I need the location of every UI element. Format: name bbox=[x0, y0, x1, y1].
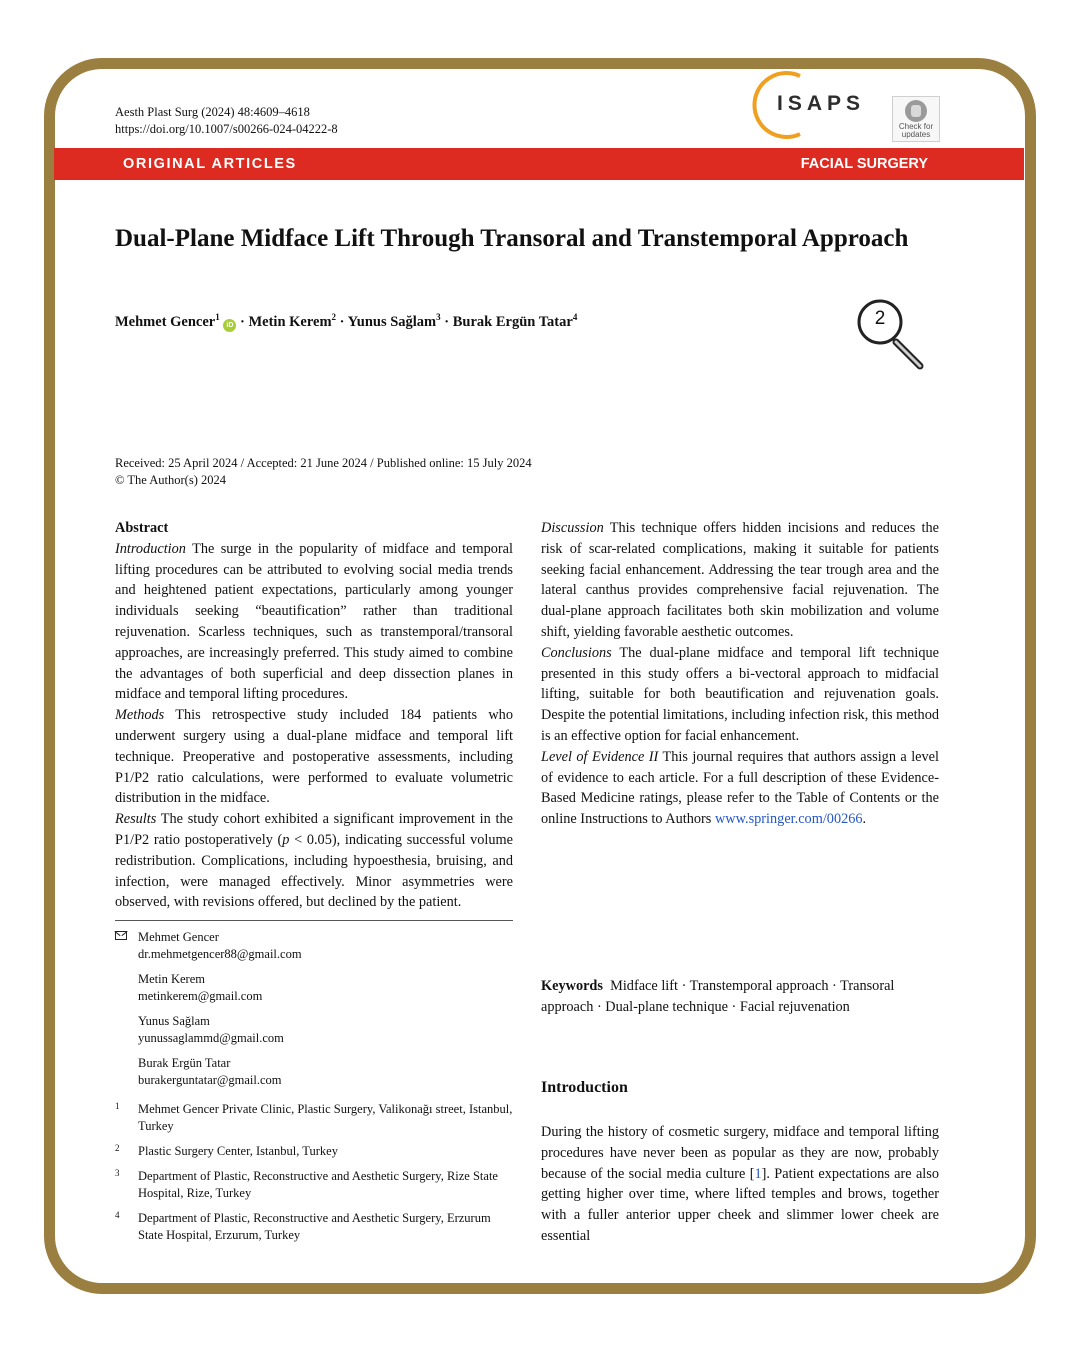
isaps-logo-text: ISAPS bbox=[777, 92, 866, 115]
article-title: Dual-Plane Midface Lift Through Transoral and Transtemporal Approach bbox=[115, 225, 909, 252]
keywords-label: Keywords bbox=[541, 978, 603, 994]
contact-name: Mehmet Gencer bbox=[138, 930, 219, 944]
contact-name: Metin Kerem bbox=[138, 972, 205, 986]
author-2-affiliation: 2 bbox=[331, 312, 337, 322]
author-separator: · bbox=[440, 313, 453, 330]
contact-entry bbox=[115, 929, 302, 963]
abstract-results: Results The study cohort exhibited a significant improvement in the P1/P2 ratio postoperatively (p < 0.05), indicating successful volume redistribution. Complications, including hypoesthesia, bruising, and infection, were managed effectively. Minor asymmetries were observed, with revisions offered, but declined by the patient. bbox=[115, 811, 514, 911]
contact-email[interactable]: yunussaglammd@gmail.com bbox=[138, 1031, 284, 1045]
journal-citation: Aesth Plast Surg (2024) 48:4609–4618 bbox=[115, 105, 310, 119]
banner-left-label: ORIGINAL ARTICLES bbox=[123, 156, 297, 172]
author-3[interactable]: Yunus Sağlam bbox=[347, 313, 437, 330]
dates-line: Received: 25 April 2024 / Accepted: 21 June 2024 / Published online: 15 July 2024 bbox=[115, 456, 532, 470]
contact-entry bbox=[115, 971, 302, 1005]
introduction-heading: Introduction bbox=[541, 1079, 628, 1096]
check-updates-label-1: Check for bbox=[898, 122, 934, 131]
isaps-logo bbox=[748, 70, 866, 140]
author-contacts bbox=[115, 929, 302, 1097]
author-4-affiliation: 4 bbox=[572, 312, 578, 322]
banner-right-label: FACIAL SURGERY bbox=[800, 156, 928, 172]
affiliation-entry: 4 Department of Plastic, Reconstructive and Aesthetic Surgery, Erzurum State Hospital, Erzurum, Turkey bbox=[115, 1210, 491, 1242]
springer-link[interactable]: www.springer.com/00266 bbox=[714, 811, 863, 828]
author-1-affiliation: 1 bbox=[215, 312, 220, 322]
abstract-column-left bbox=[115, 518, 513, 913]
contact-email[interactable]: dr.mehmetgencer88@gmail.com bbox=[138, 947, 302, 961]
affiliations bbox=[115, 1101, 515, 1252]
magnifier-number: 2 bbox=[874, 308, 886, 329]
abstract-discussion: Discussion This technique offers hidden incisions and reduces the risk of scar-related complications, making it suitable for patients seeking facial enhancement. Addressing the tear trough area and the lateral canthus provides comprehensive facial rejuvenation. The dual-plane approach facilitates both skin mobilization and volume shift, yielding favorable aesthetic outcomes. bbox=[541, 520, 939, 640]
contact-entry bbox=[115, 1055, 302, 1089]
affiliation-entry: 3 Department of Plastic, Reconstructive and Aesthetic Surgery, Rize State Hospital, Rize, Turkey bbox=[115, 1168, 498, 1200]
check-updates-label-2: updates bbox=[901, 130, 931, 139]
abstract-conclusions: Conclusions The dual-plane midface and temporal lift technique presented in this study offers a bi-vectoral approach to midfacial lifting, suitable for both beautification and rejuvenation goals. Despite the potential limitations, including infection risk, this method is an effective option for facial enhancement. bbox=[541, 644, 939, 744]
abstract-introduction: Introduction The surge in the popularity of midface and temporal lifting procedures can be attributed to evolving social media trends and heightened patient expectations, particularly among younger individuals seeking “beautification” rather than traditional rejuvenation. Scarless techniques, such as transtemporal/transoral approaches, are increasingly preferred. This study aimed to combine the advantages of both superficial and deep dissection planes in midface and temporal lifting procedures. bbox=[115, 540, 513, 703]
publication-dates bbox=[115, 455, 532, 489]
footnote-divider bbox=[115, 920, 513, 921]
contact-email[interactable]: burakerguntatar@gmail.com bbox=[138, 1073, 282, 1087]
check-for-updates-badge[interactable] bbox=[892, 96, 940, 142]
author-4[interactable]: Burak Ergün Tatar bbox=[452, 313, 573, 330]
contact-entry bbox=[115, 1013, 302, 1047]
author-separator: · bbox=[336, 313, 348, 330]
author-separator: · bbox=[236, 313, 249, 330]
orcid-icon[interactable]: iD bbox=[223, 319, 236, 332]
affiliation-entry: 2 Plastic Surgery Center, Istanbul, Turkey bbox=[115, 1143, 338, 1158]
envelope-icon bbox=[115, 931, 127, 940]
contact-email[interactable]: metinkerem@gmail.com bbox=[138, 989, 263, 1003]
introduction-text: During the history of cosmetic surgery, midface and temporal lifting procedures have never been as popular as they are now, probably because of the social media culture [1]. Patient expectations are also getting higher over time, where lifted temples and brows, together with a fuller anterior upper cheek and slimmer lower cheek are essential bbox=[541, 1124, 939, 1244]
contact-name: Yunus Sağlam bbox=[138, 1014, 210, 1028]
magnifier-icon bbox=[852, 298, 928, 374]
author-3-affiliation: 3 bbox=[436, 312, 441, 322]
author-2[interactable]: Metin Kerem bbox=[248, 313, 332, 330]
keywords-text: Midface lift · Transtemporal approach · Transoral approach · Dual-plane technique · Facial rejuvenation bbox=[541, 978, 895, 1015]
reference-link[interactable]: 1 bbox=[754, 1165, 762, 1182]
keywords bbox=[541, 976, 921, 1018]
abstract-level-of-evidence: Level of Evidence II This journal requires that authors assign a level of evidence to each article. For a full description of these Evidence-Based Medicine ratings, please refer to the Table of Contents or the online Instructions to Authors www.springer.com/00266. bbox=[541, 748, 939, 828]
check-updates-icon bbox=[905, 100, 927, 122]
abstract-methods: Methods This retrospective study included 184 patients who underwent surgery using a dual-plane midface and temporal lift technique. Preoperative and postoperative assessments, including P1/P2 ratio calculations, were performed to evaluate volumetric distribution in the midface. bbox=[115, 707, 513, 807]
copyright-line: © The Author(s) 2024 bbox=[115, 473, 226, 487]
affiliation-entry: 1 Mehmet Gencer Private Clinic, Plastic Surgery, Valikonağı street, Istanbul, Turkey bbox=[115, 1101, 513, 1133]
author-list bbox=[115, 312, 577, 332]
journal-info bbox=[115, 104, 338, 138]
section-banner bbox=[54, 148, 1024, 180]
abstract-column-right bbox=[541, 518, 939, 830]
author-1[interactable]: Mehmet Gencer bbox=[115, 313, 216, 330]
contact-name: Burak Ergün Tatar bbox=[138, 1056, 231, 1070]
doi-link[interactable]: https://doi.org/10.1007/s00266-024-04222-8 bbox=[115, 122, 338, 136]
abstract-heading: Abstract bbox=[115, 520, 169, 536]
